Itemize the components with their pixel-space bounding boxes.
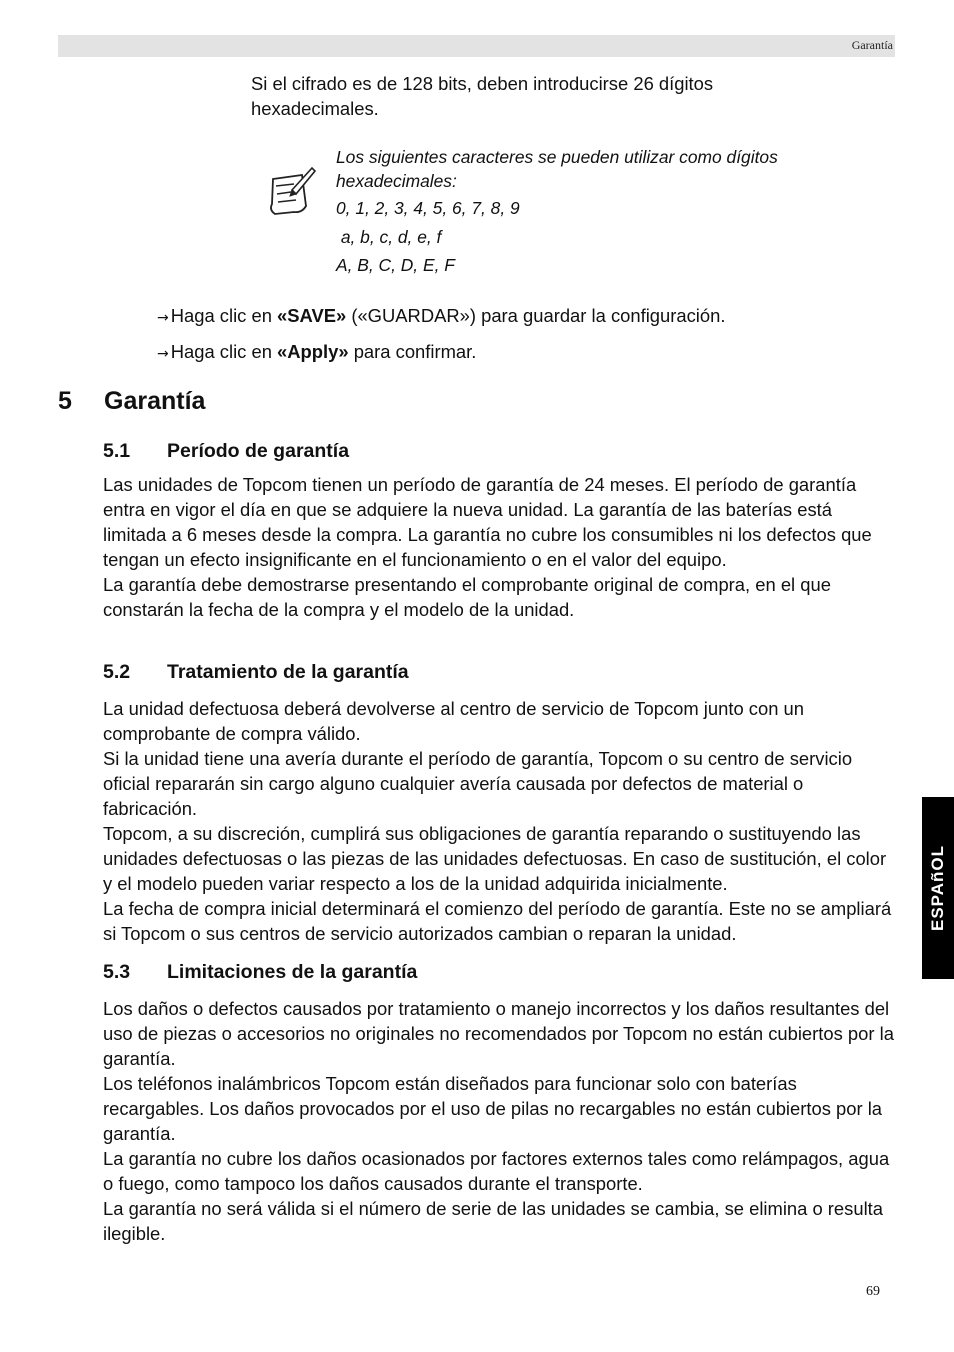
paragraph: La fecha de compra inicial determinará el comienzo del período de garantía. Este no se ampliará si Topcom o sus centros de servicio autorizados cambian o reparan la unidad. [103, 898, 892, 944]
section-body-5-2 [103, 696, 898, 946]
section-body-5-3 [103, 996, 898, 1246]
step-save: → Haga clic en «SAVE» («GUARDAR») para guardar la configuración. [157, 305, 726, 326]
intro-text: Si el cifrado es de 128 bits, deben introducirse 26 dígitos hexadecimales. [251, 73, 714, 119]
paragraph: Si la unidad tiene una avería durante el período de garantía, Topcom o su centro de servicio oficial repararán sin cargo alguno cualquier avería causada por defectos de material o fabricación. [103, 748, 853, 819]
language-tab [922, 797, 954, 979]
language-tab-label: ESPAñOL [928, 844, 947, 932]
paragraph: Los teléfonos inalámbricos Topcom están diseñados para funcionar solo con baterías recargables. Los daños provocados por el uso de pilas no recargables no están cubiertos por la garantía. [103, 1073, 883, 1144]
paragraph: La garantía no será válida si el número de serie de las unidades se cambia, se elimina o resulta ilegible. [103, 1198, 884, 1244]
paragraph: La unidad defectuosa deberá devolverse al centro de servicio de Topcom junto con un comprobante de compra válido. [103, 698, 805, 744]
note-pencil-icon [266, 164, 318, 222]
note-text [336, 145, 856, 280]
paragraph: Topcom, a su discreción, cumplirá sus obligaciones de garantía reparando o sustituyendo las unidades defectuosas o las piezas de las unidades defectuosas. En caso de sustitución, el color y el modelo pueden variar respecto a los de la unidad adquirida inicialmente. [103, 823, 887, 894]
section-heading-5-1: 5.1 Período de garantía [103, 440, 350, 462]
paragraph: La garantía no cubre los daños ocasionados por factores externos tales como relámpagos, agua o fuego, como tampoco los daños causados durante el transporte. [103, 1148, 890, 1194]
running-header [58, 35, 895, 57]
section-body-5-1 [103, 472, 898, 622]
paragraph: La garantía debe demostrarse presentando el comprobante original de compra, en el que constarán la fecha de la compra y el modelo de la unidad. [103, 574, 831, 620]
arrow-right-icon: → [157, 310, 169, 326]
paragraph: Las unidades de Topcom tienen un período de garantía de 24 meses. El período de garantía entra en vigor el día en que se adquiere la nueva unidad. La garantía de las baterías está limitada a 6 meses desde la compra. La garantía no cubre los consumibles ni los defectos que tengan un efecto insignificante en el funcionamiento o en el valor del equipo. [103, 474, 872, 570]
note-hex-upper: A, B, C, D, E, F [336, 255, 455, 275]
save-keyword: «SAVE» [277, 305, 347, 326]
note-hex-lower: a, b, c, d, e, f [336, 226, 442, 247]
paragraph: Los daños o defectos causados por tratamiento o manejo incorrectos y los daños resultantes del uso de piezas o accesorios no originales no recomendados por Topcom no están cubiertos por la garantía. [103, 998, 894, 1069]
chapter-number: 5 [58, 387, 72, 415]
note-hex-list [336, 194, 856, 280]
note-lead: Los siguientes caracteres se pueden utilizar como dígitos hexadecimales: [336, 147, 778, 191]
chapter-title: Garantía [104, 387, 206, 415]
note-hex-digits: 0, 1, 2, 3, 4, 5, 6, 7, 8, 9 [336, 198, 520, 218]
chapter-heading [58, 387, 205, 416]
header-section-label: Garantía [851, 38, 893, 52]
apply-keyword: «Apply» [277, 341, 349, 362]
page-number: 69 [866, 1284, 880, 1299]
section-heading-5-3: 5.3 Limitaciones de la garantía [103, 961, 418, 983]
section-heading-5-2: 5.2 Tratamiento de la garantía [103, 661, 409, 683]
arrow-right-icon: → [157, 346, 169, 362]
step-apply: → Haga clic en «Apply» para confirmar. [157, 341, 477, 362]
